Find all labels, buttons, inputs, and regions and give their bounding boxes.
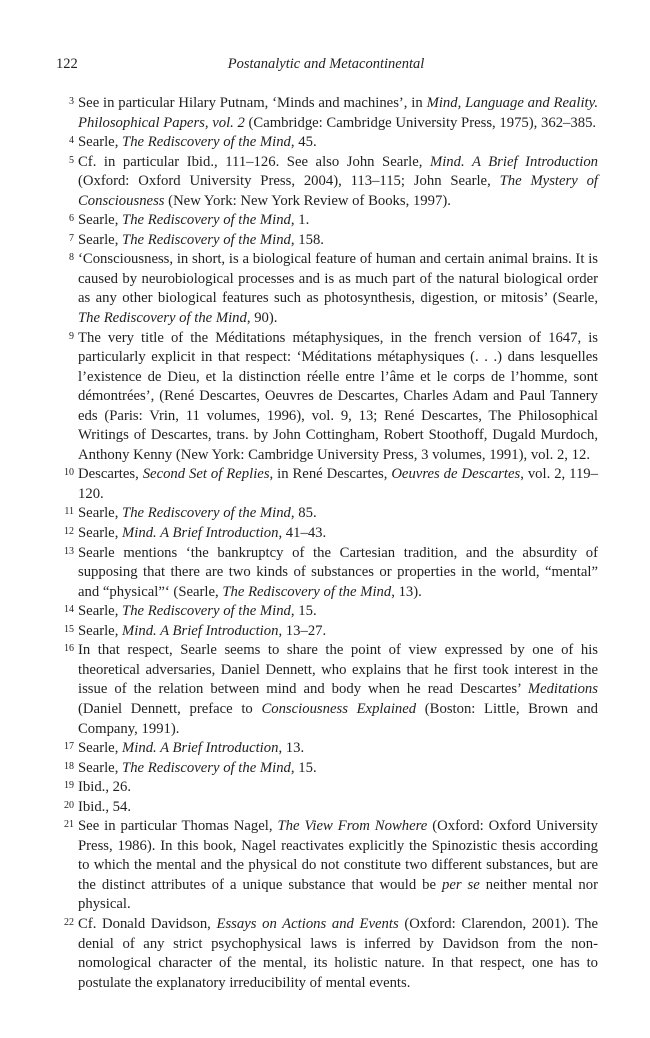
note-text-run: , 1. [290,212,310,229]
endnote [56,915,598,993]
endnote [56,231,598,251]
endnote-text [78,466,598,502]
endnote-number: 15 [64,623,74,635]
endnote [56,622,598,642]
endnote [56,250,598,328]
endnote-number: 19 [64,780,74,792]
endnote-number: 16 [64,643,74,655]
italic-title: Second Set of Replies [142,466,270,483]
endnote [56,153,598,212]
note-text-run: The very title of the Méditations métaphysiques, in the french version of 1647, is particularly explicit in that respect: ‘Méditations métaphysiques (. . .) dans lesquelles l’existence de Dieu, et la distinction réelle entre l’âme et le corps de l’homme, sont démontrées’, (René Descartes, Oeuvres de Descartes, Charles Adam and Paul Tannery eds (Paris: Vrin, 11 volumes, 1996), vol. 9, 13; René Descartes, The Philosophical Writings of Descartes, trans. by John Cottingham, Robert Stoothoff, Dugald Murdoch, Anthony Kenny (New York: Cambridge University Press, 3 volumes, 1991), vol. 2, 12. [78,329,598,463]
note-text-run: Cf. in particular Ibid., 111–126. See also John Searle, [78,153,430,170]
endnote-number: 8 [69,252,74,264]
note-text-run: Searle, [78,740,123,757]
italic-title: The Rediscovery of the Mind [122,231,291,248]
note-text-run: Cf. Donald Davidson, [78,915,217,932]
italic-title: Mind. A Brief Introduction [122,740,279,757]
italic-title: The Rediscovery of the Mind [78,310,247,327]
italic-title: Mind. A Brief Introduction [122,525,279,542]
note-text-run: , 85. [290,505,317,522]
note-text-run: (Oxford: Oxford University Press, 2004), 113–115; John Searle, [78,173,500,190]
endnote-text [78,642,598,736]
italic-title: Mind. A Brief Introduction [122,622,279,639]
endnote-text [78,740,304,756]
italic-title: Oeuvres de Descartes [391,466,521,483]
italic-title: Mind. A Brief Introduction [429,153,599,170]
note-text-run: Searle, [78,603,123,620]
endnote-text [78,251,598,326]
note-text-run: , 13. [278,740,305,757]
endnote-number: 4 [69,135,74,147]
note-text-run: ‘Consciousness, in short, is a biological feature of human and certain animal brains. It is caused by neurobiological processes and is as much part of the natural biological order as any other biological features such as photosynthesis, digestion, or mitosis’ (Searle, [78,251,598,307]
endnote-text [78,623,326,639]
note-text-run: , 41–43. [278,525,327,542]
endnote [56,524,598,544]
endnote-number: 6 [69,213,74,225]
endnote-text [78,545,598,600]
note-text-run: Descartes, [78,466,143,483]
italic-title: per se [441,876,480,893]
italic-title: The Rediscovery of the Mind [122,759,291,776]
page-number: 122 [56,56,78,72]
italic-title: The Rediscovery of the Mind [122,134,291,151]
note-text-run: Ibid., 26. [78,779,132,796]
endnote-number: 10 [64,467,74,479]
endnote-number: 12 [64,526,74,538]
endnote [56,778,598,798]
endnote-text [78,818,598,912]
note-text-run: (Daniel Dennett, preface to [78,700,262,717]
endnote [56,329,598,466]
endnotes-list [56,94,598,993]
endnote-number: 5 [69,154,74,166]
note-text-run: Searle mentions ‘the bankruptcy of the Cartesian tradition, and the absurdity of supposing that there are two kinds of substances or properties in the world, “mental” and “physical”‘ (Searle, [78,544,598,600]
endnote-text [78,95,598,131]
note-text-run: (Boston: Little, Brown and Company, 1991). [78,700,599,737]
note-text-run: (Oxford: Clarendon, 2001). The denial of any strict psychophysical laws is inferred by Davidson from the non-nomological character of the mental, its holistic nature. In that respect, one has to postulate the explanatory irreducibility of mental events. [78,915,598,991]
note-text-run: , 15. [290,603,317,620]
endnote-text [78,154,598,209]
note-text-run: , in René Descartes, [269,466,392,483]
italic-title: Consciousness Explained [261,700,417,717]
endnote [56,817,598,915]
endnote [56,798,598,818]
endnote [56,641,598,739]
note-text-run: , vol. 2, 119–120. [78,466,598,502]
endnote-text [78,916,598,991]
endnote-number: 11 [64,506,74,518]
endnote-number: 21 [64,819,74,831]
endnote [56,739,598,759]
endnote [56,759,598,779]
note-text-run: Ibid., 54. [78,798,132,815]
note-text-run: (New York: New York Review of Books, 1997). [164,192,451,209]
note-text-run: Searle, [78,212,123,229]
note-text-run: Searle, [78,525,123,542]
italic-title: The Mystery of Consciousness [78,173,598,209]
running-title: Postanalytic and Metacontinental [227,56,425,72]
endnote [56,602,598,622]
note-text-run: neither mental nor physical. [78,876,598,913]
endnote-text [78,134,317,150]
endnote-number: 18 [64,760,74,772]
endnote [56,211,598,231]
endnote-text [78,760,317,776]
endnote [56,465,598,504]
note-text-run: See in particular Hilary Putnam, ‘Minds and machines’, in [78,95,427,111]
endnote-number: 14 [64,604,74,616]
note-text-run: Searle, [78,622,123,639]
endnote-text [78,232,324,248]
endnote-text [78,799,131,815]
note-text-run: Searle, [78,134,123,151]
endnote-number: 17 [64,741,74,753]
italic-title: The Rediscovery of the Mind [122,603,291,620]
page-header [56,56,596,76]
note-text-run: Searle, [78,505,123,522]
italic-title: The Rediscovery of the Mind [122,505,291,522]
endnote [56,94,598,133]
note-text-run: Searle, [78,231,123,248]
endnote-number: 3 [69,96,74,107]
endnote [56,504,598,524]
endnote [56,544,598,603]
italic-title: The Rediscovery of the Mind [122,212,291,229]
note-text-run: See in particular Thomas Nagel, [78,818,278,835]
note-text-run: , 13). [391,583,422,600]
endnote [56,133,598,153]
endnote-text [78,212,309,228]
note-text-run: (Cambridge: Cambridge University Press, 1975), 362–385. [244,114,597,131]
endnote-text [78,525,326,541]
italic-title: Mind, Language and Reality. Philosophical Papers, vol. 2 [78,95,598,131]
italic-title: The View From Nowhere [277,818,428,835]
endnote-number: 7 [69,232,74,244]
note-text-run: (Oxford: Oxford University Press, 1986). In this book, Nagel reactivates explicitly the Spinozistic thesis according to which the mental and the physical do not constitute two different substances, but are the distinct attributes of a unique substance that would be [78,818,598,893]
endnote-text [78,779,131,795]
note-text-run: , 15. [290,759,317,776]
note-text-run: , 158. [290,231,324,248]
note-text-run: Searle, [78,759,123,776]
note-text-run: , 13–27. [278,622,327,639]
endnote-number: 22 [64,916,74,928]
endnote-number: 13 [64,545,74,557]
italic-title: Meditations [527,681,598,698]
italic-title: The Rediscovery of the Mind [222,583,392,600]
endnote-text [78,603,317,619]
endnote-text [78,330,598,463]
endnote-text [78,505,317,521]
note-text-run: In that respect, Searle seems to share the point of view expressed by one of his theoretical adversaries, Daniel Dennett, who explains that he first took interest in the issue of the relation between mind and body when he read Descartes’ [78,642,598,698]
note-text-run: , 45. [290,134,317,151]
endnote-number: 9 [69,330,74,342]
endnote-number: 20 [64,799,74,811]
note-text-run: , 90). [246,310,278,327]
italic-title: Essays on Actions and Events [216,915,399,932]
